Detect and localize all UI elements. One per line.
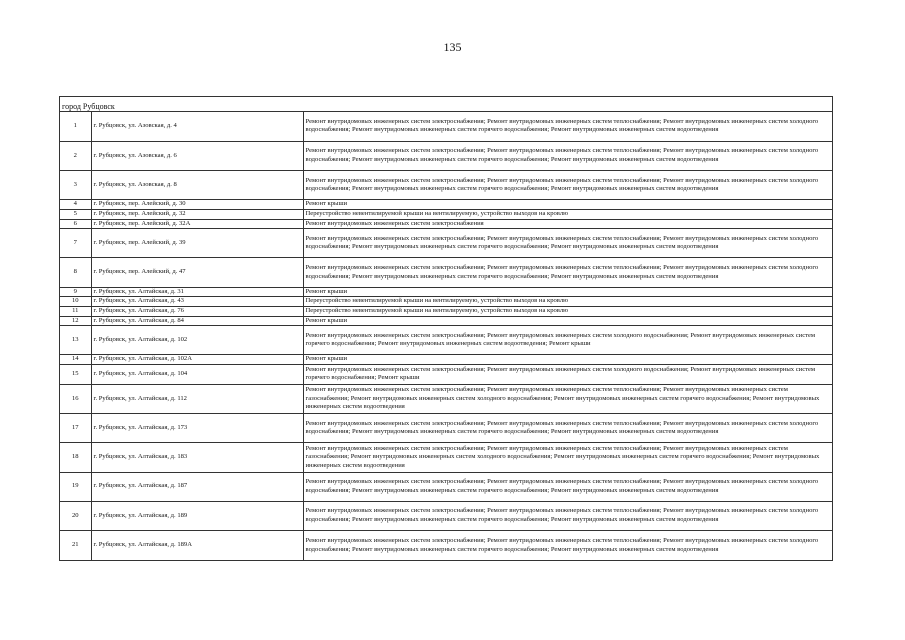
row-number: 11 xyxy=(60,306,91,316)
row-works: Переустройство невентилируемой крыши на вентилируемую, устройство выходов на кровлю xyxy=(303,209,832,219)
table-row xyxy=(60,443,832,472)
row-works: Ремонт внутридомовых инженерных систем электроснабжения; Ремонт внутридомовых инженерных систем теплоснабжения; Ремонт внутридомовых инженерных систем холодного водоснабжения; Ремонт внутридомовых инженерных систем горячего водоснабжения; Ремонт внутридомовых инженерных систем водоотведения xyxy=(303,229,832,258)
row-number: 9 xyxy=(60,287,91,297)
table-row xyxy=(60,384,832,413)
row-works: Ремонт внутридомовых инженерных систем электроснабжения; Ремонт внутридомовых инженерных систем холодного водоснабжения; Ремонт внутридомовых инженерных систем горячего водоснабжения; Ремонт крыши xyxy=(303,365,832,385)
table-row xyxy=(60,209,832,219)
row-address: г. Рубцовск, пер. Алейский, д. 30 xyxy=(91,200,303,210)
row-works: Ремонт крыши xyxy=(303,287,832,297)
row-number: 15 xyxy=(60,365,91,385)
row-number: 6 xyxy=(60,219,91,229)
row-number: 20 xyxy=(60,501,91,530)
row-address: г. Рубцовск, ул. Алтайская, д. 112 xyxy=(91,384,303,413)
table-row xyxy=(60,141,832,170)
row-works: Ремонт крыши xyxy=(303,316,832,326)
works-table xyxy=(60,112,832,560)
table-row xyxy=(60,258,832,287)
row-number: 14 xyxy=(60,355,91,365)
row-address: г. Рубцовск, ул. Алтайская, д. 189А xyxy=(91,531,303,560)
row-number: 10 xyxy=(60,297,91,307)
region-title: город Рубцовск xyxy=(62,102,115,111)
table-row xyxy=(60,316,832,326)
table-row xyxy=(60,472,832,501)
row-number: 18 xyxy=(60,443,91,472)
row-works: Ремонт внутридомовых инженерных систем электроснабжения; Ремонт внутридомовых инженерных систем теплоснабжения; Ремонт внутридомовых инженерных систем холодного водоснабжения; Ремонт внутридомовых инженерных систем горячего водоснабжения; Ремонт внутридомовых инженерных систем водоотведения xyxy=(303,472,832,501)
table-row xyxy=(60,229,832,258)
row-works: Ремонт внутридомовых инженерных систем электроснабжения; Ремонт внутридомовых инженерных систем теплоснабжения; Ремонт внутридомовых инженерных систем холодного водоснабжения; Ремонт внутридомовых инженерных систем горячего водоснабжения; Ремонт внутридомовых инженерных систем водоотведения xyxy=(303,414,832,443)
row-number: 5 xyxy=(60,209,91,219)
row-works: Ремонт внутридомовых инженерных систем электроснабжения; Ремонт внутридомовых инженерных систем теплоснабжения; Ремонт внутридомовых инженерных систем холодного водоснабжения; Ремонт внутридомовых инженерных систем горячего водоснабжения; Ремонт внутридомовых инженерных систем водоотведения xyxy=(303,501,832,530)
works-table-container xyxy=(59,96,833,561)
table-row xyxy=(60,326,832,355)
row-works: Ремонт внутридомовых инженерных систем электроснабжения; Ремонт внутридомовых инженерных систем теплоснабжения; Ремонт внутридомовых инженерных систем холодного водоснабжения; Ремонт внутридомовых инженерных систем горячего водоснабжения; Ремонт внутридомовых инженерных систем водоотведения xyxy=(303,258,832,287)
row-number: 21 xyxy=(60,531,91,560)
row-address: г. Рубцовск, ул. Алтайская, д. 189 xyxy=(91,501,303,530)
row-works: Ремонт внутридомовых инженерных систем электроснабжения; Ремонт внутридомовых инженерных систем теплоснабжения; Ремонт внутридомовых инженерных систем холодного водоснабжения; Ремонт внутридомовых инженерных систем горячего водоснабжения; Ремонт внутридомовых инженерных систем водоотведения xyxy=(303,141,832,170)
row-number: 2 xyxy=(60,141,91,170)
row-address: г. Рубцовск, ул. Алтайская, д. 43 xyxy=(91,297,303,307)
row-number: 13 xyxy=(60,326,91,355)
row-address: г. Рубцовск, ул. Алтайская, д. 76 xyxy=(91,306,303,316)
row-number: 7 xyxy=(60,229,91,258)
page-number: 135 xyxy=(443,40,462,54)
row-address: г. Рубцовск, ул. Азовская, д. 8 xyxy=(91,171,303,200)
works-table-body xyxy=(60,112,832,560)
table-row xyxy=(60,171,832,200)
row-works: Ремонт крыши xyxy=(303,355,832,365)
table-row xyxy=(60,414,832,443)
region-header xyxy=(60,97,832,112)
row-address: г. Рубцовск, пер. Алейский, д. 32А xyxy=(91,219,303,229)
row-address: г. Рубцовск, пер. Алейский, д. 47 xyxy=(91,258,303,287)
table-row xyxy=(60,200,832,210)
table-row xyxy=(60,287,832,297)
row-address: г. Рубцовск, ул. Азовская, д. 6 xyxy=(91,141,303,170)
row-address: г. Рубцовск, пер. Алейский, д. 39 xyxy=(91,229,303,258)
row-works: Переустройство невентилируемой крыши на вентилируемую, устройство выходов на кровлю xyxy=(303,306,832,316)
table-row xyxy=(60,365,832,385)
row-address: г. Рубцовск, ул. Алтайская, д. 187 xyxy=(91,472,303,501)
row-number: 19 xyxy=(60,472,91,501)
table-row xyxy=(60,531,832,560)
row-address: г. Рубцовск, ул. Алтайская, д. 31 xyxy=(91,287,303,297)
row-address: г. Рубцовск, ул. Алтайская, д. 102А xyxy=(91,355,303,365)
row-number: 16 xyxy=(60,384,91,413)
row-address: г. Рубцовск, ул. Азовская, д. 4 xyxy=(91,112,303,141)
row-number: 17 xyxy=(60,414,91,443)
row-address: г. Рубцовск, пер. Алейский, д. 32 xyxy=(91,209,303,219)
table-row xyxy=(60,112,832,141)
row-works: Ремонт внутридомовых инженерных систем электроснабжения; Ремонт внутридомовых инженерных систем теплоснабжения; Ремонт внутридомовых инженерных систем газоснабжения; Ремонт внутридомовых инженерных систем холодного водоснабжения; Ремонт внутридомовых инженерных систем горячего водоснабжения; Ремонт внутридомовых инженерных систем водоотведения xyxy=(303,384,832,413)
table-row xyxy=(60,355,832,365)
row-number: 3 xyxy=(60,171,91,200)
row-address: г. Рубцовск, ул. Алтайская, д. 84 xyxy=(91,316,303,326)
row-works: Ремонт внутридомовых инженерных систем электроснабжения; Ремонт внутридомовых инженерных систем теплоснабжения; Ремонт внутридомовых инженерных систем холодного водоснабжения; Ремонт внутридомовых инженерных систем горячего водоснабжения; Ремонт внутридомовых инженерных систем водоотведения xyxy=(303,171,832,200)
row-works: Ремонт внутридомовых инженерных систем электроснабжения; Ремонт внутридомовых инженерных систем теплоснабжения; Ремонт внутридомовых инженерных систем холодного водоснабжения; Ремонт внутридомовых инженерных систем горячего водоснабжения; Ремонт внутридомовых инженерных систем водоотведения xyxy=(303,112,832,141)
table-row xyxy=(60,219,832,229)
row-works: Ремонт крыши xyxy=(303,200,832,210)
table-row xyxy=(60,306,832,316)
row-address: г. Рубцовск, ул. Алтайская, д. 173 xyxy=(91,414,303,443)
row-address: г. Рубцовск, ул. Алтайская, д. 102 xyxy=(91,326,303,355)
row-number: 12 xyxy=(60,316,91,326)
table-row xyxy=(60,297,832,307)
row-address: г. Рубцовск, ул. Алтайская, д. 183 xyxy=(91,443,303,472)
row-number: 1 xyxy=(60,112,91,141)
row-works: Ремонт внутридомовых инженерных систем электроснабжения; Ремонт внутридомовых инженерных систем теплоснабжения; Ремонт внутридомовых инженерных систем газоснабжения; Ремонт внутридомовых инженерных систем холодного водоснабжения; Ремонт внутридомовых инженерных систем горячего водоснабжения; Ремонт внутридомовых инженерных систем водоотведения xyxy=(303,443,832,472)
table-row xyxy=(60,501,832,530)
row-works: Ремонт внутридомовых инженерных систем электроснабжения; Ремонт внутридомовых инженерных систем теплоснабжения; Ремонт внутридомовых инженерных систем холодного водоснабжения; Ремонт внутридомовых инженерных систем горячего водоснабжения; Ремонт внутридомовых инженерных систем водоотведения xyxy=(303,531,832,560)
row-works: Ремонт внутридомовых инженерных систем электроснабжения; Ремонт внутридомовых инженерных систем холодного водоснабжения; Ремонт внутридомовых инженерных систем горячего водоснабжения; Ремонт внутридомовых инженерных систем водоотведения; Ремонт крыши xyxy=(303,326,832,355)
row-number: 8 xyxy=(60,258,91,287)
row-address: г. Рубцовск, ул. Алтайская, д. 104 xyxy=(91,365,303,385)
row-works: Переустройство невентилируемой крыши на вентилируемую, устройство выходов на кровлю xyxy=(303,297,832,307)
row-number: 4 xyxy=(60,200,91,210)
row-works: Ремонт внутридомовых инженерных систем электроснабжения xyxy=(303,219,832,229)
